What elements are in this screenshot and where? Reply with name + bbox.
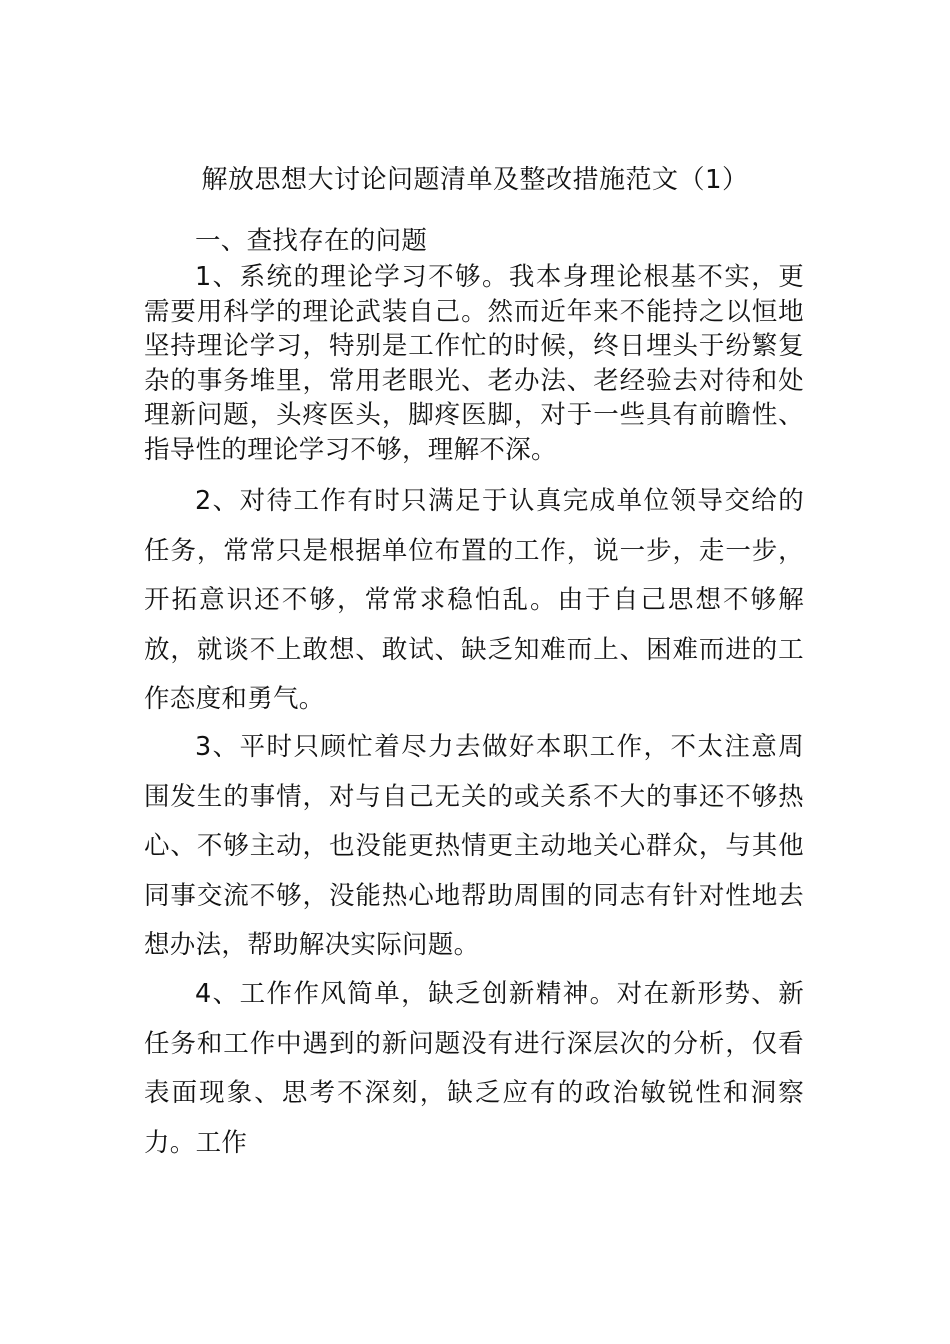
- document-title: 解放思想大讨论问题清单及整改措施范文（1）: [201, 165, 749, 195]
- paragraph-1: 1、系统的理论学习不够。我本身理论根基不实，更需要用科学的理论武装自己。然而近年来不能持之以恒地坚持理论学习，特别是工作忙的时候，终日埋头于纷繁复杂的事务堆里，常用老眼光、老办法、老经验去对待和处理新问题，头疼医头，脚疼医脚，对于一些具有前瞻性、指导性的理论学习不够，理解不深。: [144, 262, 804, 465]
- section-heading: 一、查找存在的问题: [195, 226, 428, 256]
- paragraph-4: 4、工作作风简单，缺乏创新精神。对在新形势、新任务和工作中遇到的新问题没有进行深层次的分析，仅看表面现象、思考不深刻，缺乏应有的政治敏锐性和洞察力。工作: [144, 979, 804, 1158]
- paragraph-3: 3、平时只顾忙着尽力去做好本职工作，不太注意周围发生的事情，对与自己无关的或关系不大的事还不够热心、不够主动，也没能更热情更主动地关心群众，与其他同事交流不够，没能热心地帮助周围的同志有针对性地去想办法，帮助解决实际问题。: [144, 732, 804, 961]
- paragraph-2: 2、对待工作有时只满足于认真完成单位领导交给的任务，常常只是根据单位布置的工作，说一步，走一步，开拓意识还不够，常常求稳怕乱。由于自己思想不够解放，就谈不上敢想、敢试、缺乏知难而上、困难而进的工作态度和勇气。: [144, 486, 804, 715]
